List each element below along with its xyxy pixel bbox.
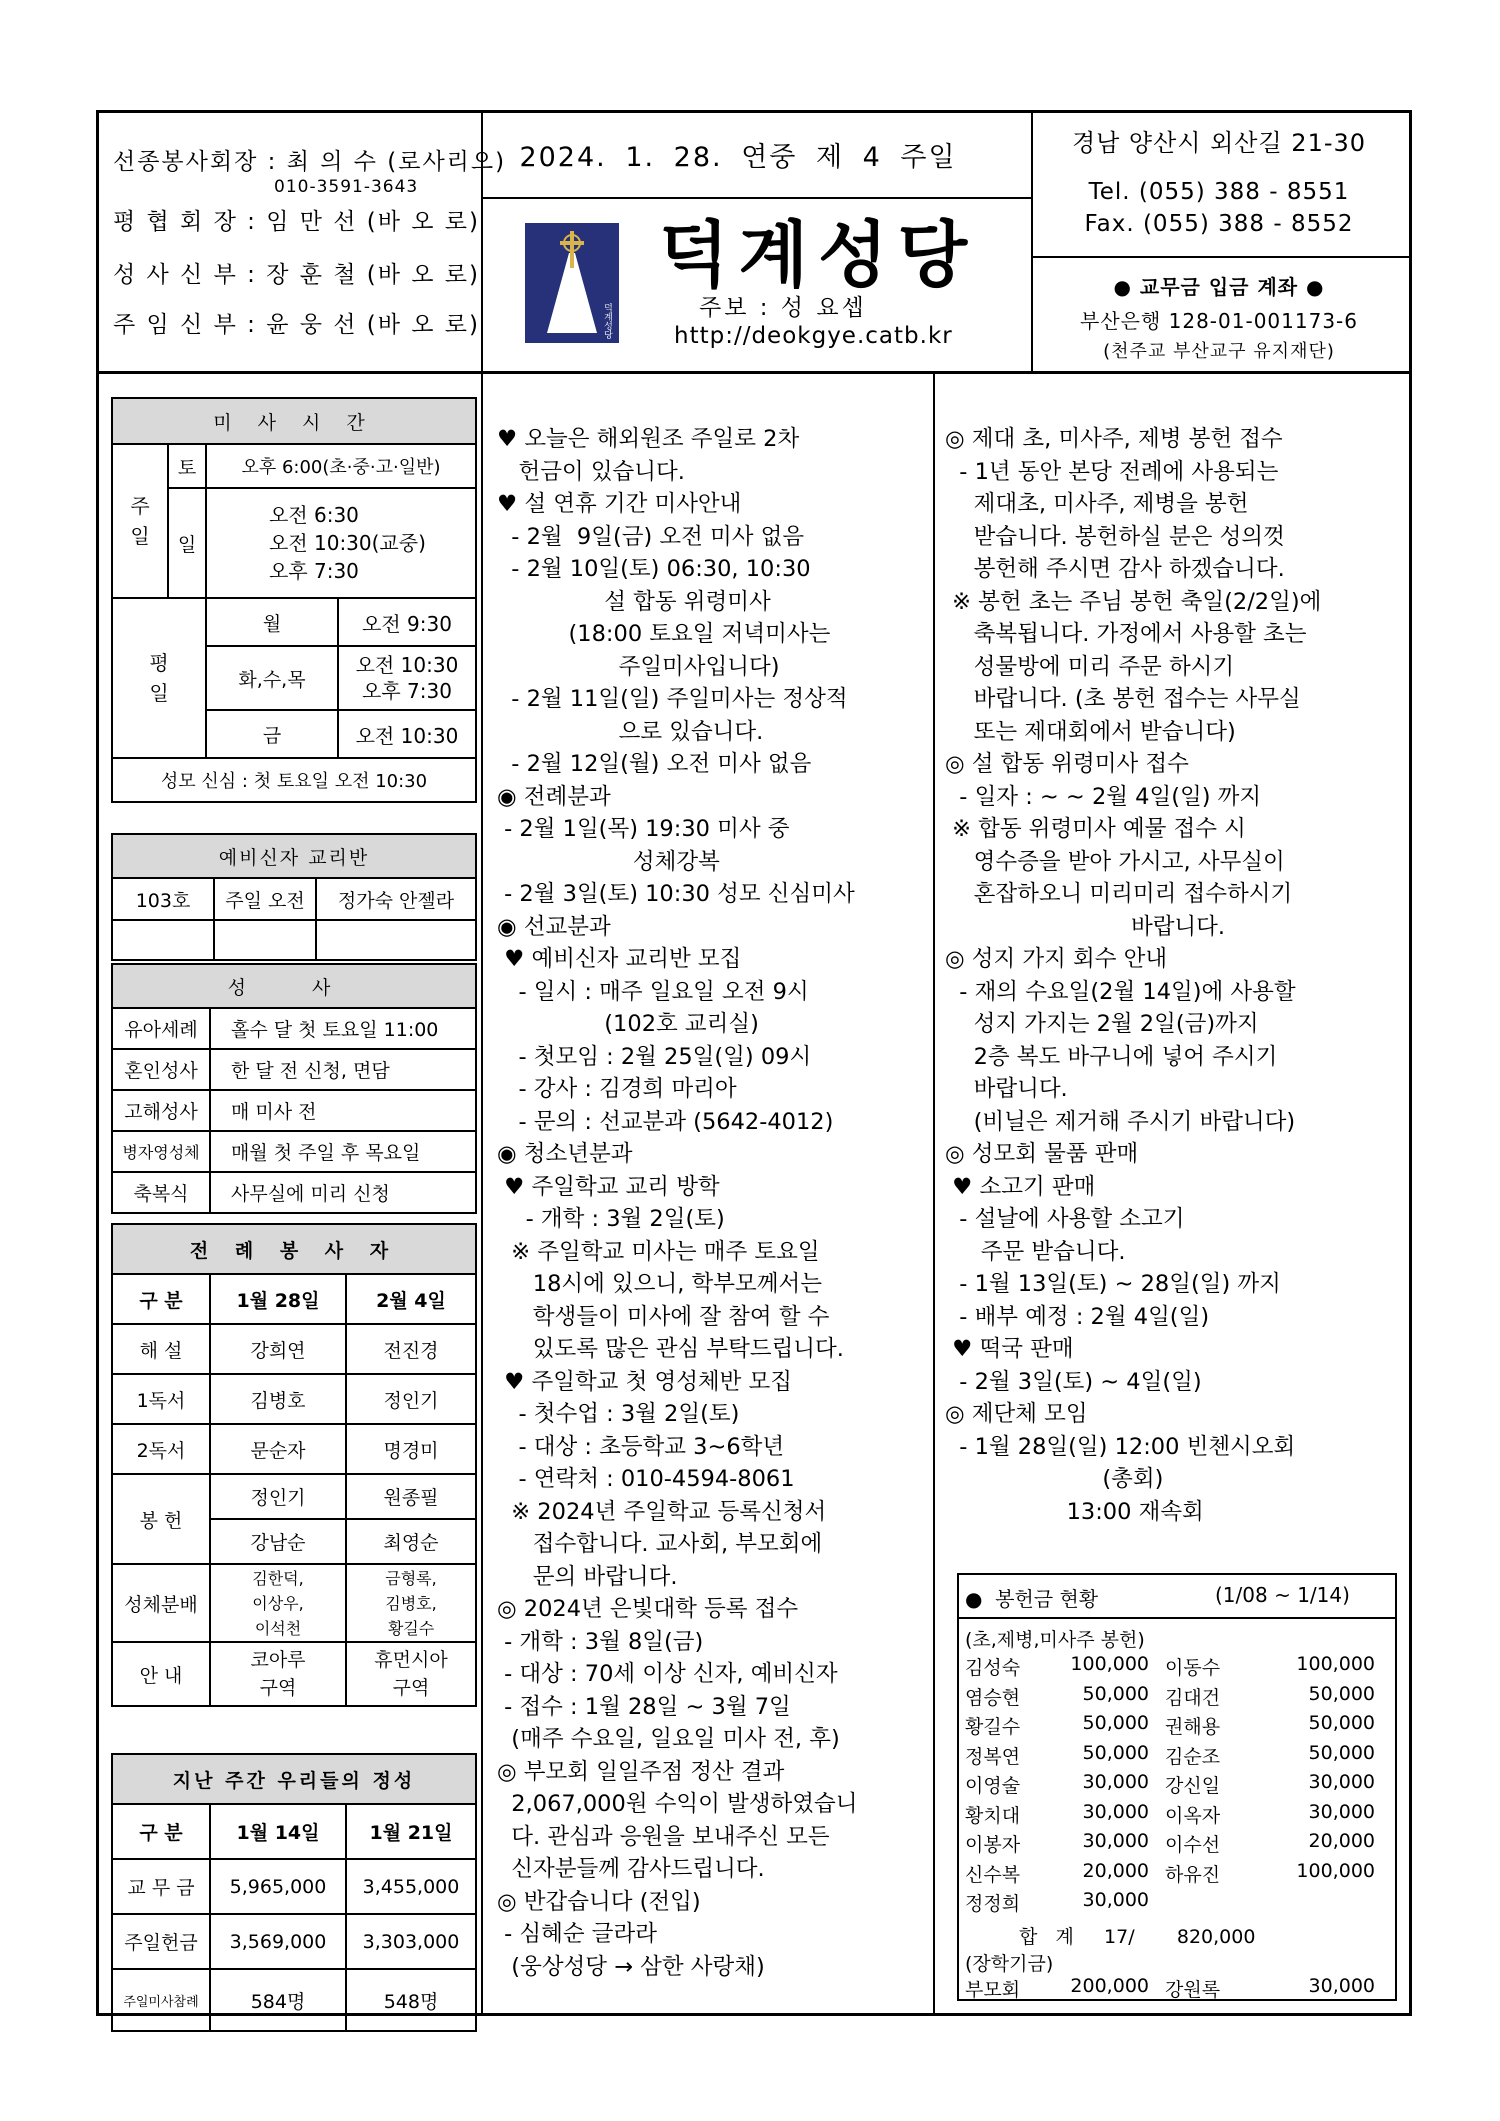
servers-role: 봉 헌 [112,1474,210,1564]
catechumen-time: 주일 오전 [214,878,316,920]
announcement-line: - 2월 3일(토) 10:30 성모 신심미사 [497,881,855,907]
account-title: ● 교무금 입금 계좌 ● [1113,275,1325,299]
announcement-line: - 1년 동안 본당 전례에 사용되는 [945,458,1279,485]
servers-head-label: 구 분 [112,1274,210,1324]
server-name: 휴먼시아 구역 [346,1642,476,1706]
announcement-line: - 2월 10일(토) 06:30, 10:30 [497,556,811,582]
donations-period: (1/08 ~ 1/14) [1215,1583,1350,1607]
announcement-line: 바랍니다. (초 봉헌 접수는 사무실 [945,686,1301,712]
announcement-line: 또는 제대회에서 받습니다) [945,718,1236,745]
announcement-line: - 2월 3일(토) ~ 4일(일) [945,1368,1202,1395]
offerings-table [111,1753,477,2032]
catechumen-title: 예비신자 교리반 [112,834,476,878]
announcement-line: 13:00 재속회 [945,1498,1204,1525]
announcement-line: (총회) [945,1466,1164,1492]
announcement-line: ◉ 선교분과 [497,913,611,940]
weekday-tue-thu-time: 오전 10:30 오후 7:30 [338,646,476,710]
offerings-head-date2: 1월 21일 [346,1804,476,1859]
bank-account: 부산은행 128-01-001173-6 [1080,309,1358,333]
sacrament-detail: 한 달 전 신청, 면담 [210,1049,476,1090]
server-name: 최영순 [346,1519,476,1564]
announcement-line: 2층 복도 바구니에 넣어 주시기 [945,1043,1278,1070]
offering-value: 5,965,000 [210,1859,346,1914]
sacrament-detail: 매 미사 전 [210,1090,476,1131]
donations-title: ● 봉헌금 현황 [965,1587,1099,1611]
church-address: 경남 양산시 외산길 21-30 [1071,129,1367,157]
mass-times-table [111,397,477,803]
announcement-line: - 개학 : 3월 2일(토) [497,1206,725,1232]
saturday-label: 토 [168,444,206,488]
sacrament-label: 고해성사 [112,1090,210,1131]
announcement-line: - 접수 : 1월 28일 ~ 3월 7일 [497,1693,791,1720]
servers-title: 전 례 봉 사 자 [112,1224,476,1274]
announcement-line: 주일미사입니다) [497,653,780,680]
server-name: 강남순 [210,1519,346,1564]
announcement-line: - 설날에 사용할 소고기 [945,1206,1185,1232]
servers-role: 2독서 [112,1424,210,1474]
weekday-label: 평일 [112,598,206,758]
server-name: 전진경 [346,1324,476,1374]
offering-value: 548명 [346,1969,476,2031]
announcement-line: - 2월 11일(일) 주일미사는 정상적 [497,686,848,712]
svg-text:덕계성당: 덕계성당 [602,303,612,339]
offering-value: 3,303,000 [346,1914,476,1969]
announcements-right [945,423,1405,1528]
server-name: 원종필 [346,1474,476,1519]
servers-table [111,1223,477,1707]
marian-devotion-note: 성모 신심 : 첫 토요일 오전 10:30 [112,758,476,802]
sacrament-label: 축복식 [112,1172,210,1213]
announcement-line: ◎ 부모회 일일주점 정산 결과 [497,1758,785,1785]
announcement-line: 바랍니다. [945,913,1226,940]
announcement-line: 바랍니다. [945,1076,1068,1102]
sacraments-title: 성 사 [112,964,476,1008]
weekday-friday-time: 오전 10:30 [338,710,476,758]
announcement-line: - 2월 1일(목) 19:30 미사 중 [497,816,790,842]
announcement-line: - 1월 13일(토) ~ 28일(일) 까지 [945,1271,1281,1297]
announcement-line: - 재의 수요일(2월 14일)에 사용할 [945,978,1296,1005]
staff-chair-phone: 010-3591-3643 [274,177,419,197]
offering-value: 584명 [210,1969,346,2031]
announcement-line: - 첫모임 : 2월 25일(일) 09시 [497,1043,812,1070]
staff-sacrament-priest: 성 사 신 부 : 장 훈 철 (바 오 로) [113,262,480,288]
announcement-line: 받습니다. 봉헌하실 분은 성의껏 [945,523,1285,550]
announcement-line: ※ 봉헌 초는 주님 봉헌 축일(2/2일)에 [945,588,1322,615]
announcement-line: 문의 바랍니다. [497,1563,678,1590]
announcement-line: - 연락처 : 010-4594-8061 [497,1466,795,1492]
sacrament-label: 병자영성체 [112,1131,210,1172]
offering-value: 3,569,000 [210,1914,346,1969]
announcement-line: ◎ 반갑습니다 (전입) [497,1888,701,1915]
sunday-mass-times: 오전 6:30 오전 10:30(교중) 오후 7:30 [206,488,476,598]
account-owner: (천주교 부산교구 유지재단) [1103,341,1335,362]
mass-times-title: 미 사 시 간 [112,398,476,444]
announcement-line: ♥ 떡국 판매 [945,1336,1074,1362]
announcement-line: - 대상 : 초등학교 3~6학년 [497,1433,785,1460]
bulletin-sheet [96,110,1412,2016]
server-name: 코아루 구역 [210,1642,346,1706]
staff-council: 평 협 회 장 : 임 만 선 (바 오 로) [113,209,480,235]
church-fax: Fax. (055) 388 - 8552 [1084,211,1354,237]
announcement-line: ◎ 제단체 모임 [945,1401,1088,1427]
announcement-line: 신자분들께 감사드립니다. [497,1856,765,1882]
bulletin-patron: 주보 : 성 요셉 [699,295,867,321]
announcement-line: 18시에 있으니, 학부모께서는 [497,1271,822,1297]
church-url[interactable]: http://deokgye.catb.kr [674,323,953,349]
offerings-head-date1: 1월 14일 [210,1804,346,1859]
saturday-mass-time: 오후 6:00(초·중·고·일반) [206,444,476,488]
weekday-monday-time: 오전 9:30 [338,598,476,646]
weekday-tue-thu: 화,수,목 [206,646,338,710]
announcement-line: ◎ 제대 초, 미사주, 제병 봉헌 접수 [945,426,1283,452]
scholarship-label: (장학기금) [965,1953,1054,1975]
announcement-line: 으로 있습니다. [497,718,764,745]
sacrament-detail: 홀수 달 첫 토요일 11:00 [210,1008,476,1049]
announcement-line: - 문의 : 선교분과 (5642-4012) [497,1108,834,1135]
announcement-line: 학생들이 미사에 잘 참여 할 수 [497,1303,830,1330]
server-name: 문순자 [210,1424,346,1474]
server-name: 금형록, 김병호, 황길수 [346,1564,476,1642]
announcement-line: 2,067,000원 수익이 발생하였습니 [497,1791,858,1817]
announcement-line: ♥ 설 연휴 기간 미사안내 [497,491,742,517]
announcement-line: 헌금이 있습니다. [497,458,685,485]
announcement-line: - 일자 : ~ ~ 2월 4일(일) 까지 [945,783,1262,810]
announcement-line: ◉ 청소년분과 [497,1141,633,1167]
catechumen-table [111,833,477,961]
offerings-title: 지난 주간 우리들의 정성 [112,1754,476,1804]
announcement-line: - 1월 28일(일) 12:00 빈첸시오회 [945,1433,1296,1460]
announcement-line: 성지 가지는 2월 2일(금)까지 [945,1011,1259,1037]
server-name: 김한덕, 이상우, 이석천 [210,1564,346,1642]
server-name: 정인기 [346,1374,476,1424]
announcement-line: ♥ 소고기 판매 [945,1173,1096,1200]
announcement-line: ◎ 설 합동 위령미사 접수 [945,751,1189,777]
sunday-label: 주일 [112,444,168,598]
announcement-line: ♥ 주일학교 교리 방학 [497,1173,720,1200]
servers-head-date1: 1월 28일 [210,1274,346,1324]
servers-role: 1독서 [112,1374,210,1424]
announcement-line: - 배부 예정 : 2월 4일(일) [945,1303,1210,1330]
donations-box: ● 봉헌금 현황 (1/08 ~ 1/14) (초,제병,미사주 봉헌) 김성숙 100,000 이동수 100,000 염승현 50,000 김대건 50,000 황길수 50,000 권해용 50,000 정복연 50,000 김순조 50,000 이영술 30,000 강신일 30,000 황치대 30,000 이옥자 30,000 이봉자 30,000 이수선 20,000 신수복 20,000 하유진 100,000 정정희 30,000 합 계 17/ 820,000 (장학기금) 부모회 200,000 강원록 30,000 [957,1573,1397,2001]
church-name: 덕계성당 [659,213,978,297]
donations-header [965,1583,1385,1612]
servers-role: 안 내 [112,1642,210,1706]
announcement-line: (102호 교리실) [497,1011,759,1037]
announcement-line: - 첫수업 : 3월 2일(토) [497,1401,740,1427]
sunday-day-label: 일 [168,488,206,598]
announcement-line: ◎ 성지 가지 회수 안내 [945,946,1168,972]
announcements-middle [497,423,929,1983]
staff-chair: 선종봉사회장 : 최 의 수 (로사리오) [113,149,507,175]
announcement-line: 성체강복 [497,848,720,875]
announcement-line: (매주 수요일, 일요일 미사 전, 후) [497,1726,840,1752]
staff-pastor: 주 임 신 부 : 윤 웅 선 (바 오 로) [113,312,480,338]
church-tel: Tel. (055) 388 - 8551 [1088,179,1350,205]
donations-total: 합 계 17/ 820,000 [1019,1926,1256,1948]
announcement-line: - 심혜순 글라라 [497,1921,657,1947]
weekday-friday: 금 [206,710,338,758]
announcement-line: - 강사 : 김경희 마리아 [497,1076,737,1102]
announcement-line: 성물방에 미리 주문 하시기 [945,653,1235,680]
announcement-line: ※ 주일학교 미사는 매주 토요일 [497,1238,820,1265]
announcement-line: ♥ 오늘은 해외원조 주일로 2차 [497,426,800,452]
offering-value: 3,455,000 [346,1859,476,1914]
announcement-line: 봉헌해 주시면 감사 하겠습니다. [945,556,1285,582]
servers-head-date2: 2월 4일 [346,1274,476,1324]
announcement-line: ♥ 주일학교 첫 영성체반 모집 [497,1368,793,1395]
server-name: 정인기 [210,1474,346,1519]
announcement-line: 영수증을 받아 가시고, 사무실이 [945,848,1285,875]
announcement-line: - 2월 12일(월) 오전 미사 없음 [497,751,812,777]
announcement-line: - 대상 : 70세 이상 신자, 예비신자 [497,1661,838,1687]
server-name: 강희연 [210,1324,346,1374]
announcement-line: ※ 2024년 주일학교 등록신청서 [497,1498,827,1525]
weekday-monday: 월 [206,598,338,646]
announcement-line: 접수합니다. 교사회, 부모회에 [497,1531,823,1557]
announcement-line: 다. 관심과 응원을 보내주신 모든 [497,1823,830,1850]
announcement-line: 주문 받습니다. [945,1238,1126,1265]
announcement-line: ◎ 성모회 물품 판매 [945,1141,1139,1167]
announcement-line: - 2월 9일(금) 오전 미사 없음 [497,523,805,550]
sacrament-detail: 사무실에 미리 신청 [210,1172,476,1213]
announcement-line: 있도록 많은 관심 부탁드립니다. [497,1336,844,1362]
servers-role: 해 설 [112,1324,210,1374]
announcement-line: ◉ 전례분과 [497,783,611,810]
sacraments-table [111,963,477,1214]
announcement-line: (비닐은 제거해 주시기 바랍니다) [945,1108,1296,1135]
sacrament-label: 혼인성사 [112,1049,210,1090]
server-name: 김병호 [210,1374,346,1424]
issue-date: 2024. 1. 28. 연중 제 4 주일 [519,142,957,173]
offerings-head-label: 구 분 [112,1804,210,1859]
announcement-line: 축복됩니다. 가정에서 사용할 초는 [945,621,1307,647]
announcement-line: 제대초, 미사주, 제병을 봉헌 [945,491,1249,517]
offering-label: 교 무 금 [112,1859,210,1914]
announcement-line: (웅상성당 → 삼한 사랑채) [497,1953,765,1980]
announcement-line: (18:00 토요일 저녁미사는 [497,621,831,647]
announcement-line: ◎ 2024년 은빛대학 등록 접수 [497,1596,799,1622]
announcement-line: - 일시 : 매주 일요일 오전 9시 [497,978,809,1005]
announcement-line: 혼잡하오니 미리미리 접수하시기 [945,881,1293,907]
sacrament-detail: 매월 첫 주일 후 목요일 [210,1131,476,1172]
announcement-line: ♥ 예비신자 교리반 모집 [497,946,742,972]
sacrament-label: 유아세례 [112,1008,210,1049]
server-name: 명경미 [346,1424,476,1474]
church-logo-icon [525,223,619,343]
announcement-line: ※ 합동 위령미사 예물 접수 시 [945,816,1246,842]
catechumen-room: 103호 [112,878,214,920]
offering-label: 주일미사참례 [112,1969,210,2031]
announcement-line: 설 합동 위령미사 [497,588,771,615]
donations-category: (초,제병,미사주 봉헌) [965,1629,1145,1651]
announcement-line: - 개학 : 3월 8일(금) [497,1628,704,1655]
servers-role: 성체분배 [112,1564,210,1642]
catechumen-teacher: 정가숙 안젤라 [316,878,476,920]
offering-label: 주일헌금 [112,1914,210,1969]
header [99,113,1409,374]
